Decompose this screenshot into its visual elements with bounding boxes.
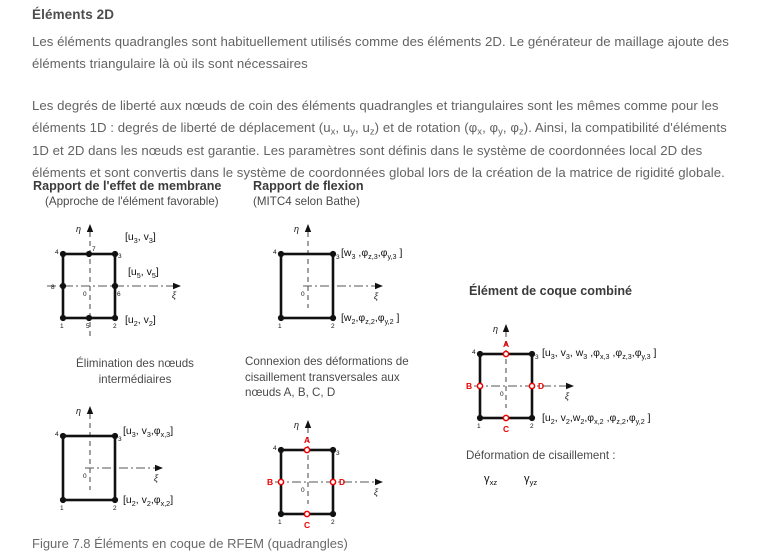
shear-node-label-d: D: [538, 381, 545, 391]
eta-axis-arrow-icon: [87, 406, 93, 414]
dof-label-node3: [$u_3$, $v_3$]: [125, 231, 156, 245]
node-label-4: 4: [472, 349, 476, 356]
dof-label-node2: [$w_2,\varphi_{z,2},\varphi_{y,2}$ ]: [341, 312, 400, 326]
dof-label-node2: [$u_2$, $v_2$]: [125, 314, 156, 328]
node-label-1: 1: [60, 323, 64, 330]
paragraph-dof-part6: , φ: [502, 120, 519, 136]
shear-node-d-marker: [529, 383, 534, 388]
diagram-shear-connection: [253, 412, 453, 542]
gamma-yz-label: $\gamma_{yz}$: [524, 472, 538, 487]
node-label-4: 4: [273, 249, 277, 256]
xi-axis-label: ξ: [374, 291, 379, 301]
panel-combined-heading: [469, 284, 632, 299]
shear-node-label-a: A: [304, 435, 311, 445]
xi-axis-label: ξ: [565, 391, 570, 401]
shear-deformation-label: Déformation de cisaillement :: [466, 449, 616, 462]
paragraph-dof-part4: ) et de rotation (φ: [374, 120, 478, 136]
sub-phiz: z: [518, 126, 524, 138]
shear-gamma-row: [466, 468, 616, 488]
node-label-4: 4: [55, 249, 59, 256]
node-label-6: 6: [117, 291, 121, 298]
paragraph-dof-part5: , φ: [482, 120, 499, 136]
shear-deformation-block: [466, 448, 616, 488]
node-2: [330, 511, 336, 517]
node-label-2: 2: [331, 323, 335, 330]
shear-node-label-b: B: [466, 381, 473, 391]
shear-node-label-d: D: [339, 477, 346, 487]
shear-node-label-a: A: [503, 339, 510, 349]
eta-axis-label: η: [76, 224, 81, 234]
shear-node-label-b: B: [267, 477, 274, 487]
dof-label-node5: [$u_5$, $v_5$]: [128, 266, 159, 280]
diagram-bending: [253, 216, 453, 351]
eta-axis-arrow-icon: [503, 324, 509, 332]
diagram-membrane: [33, 216, 223, 351]
node-4: [278, 251, 284, 257]
gamma-xz-label: $\gamma_{xz}$: [484, 472, 498, 487]
panel-bending-subtitle: (MITC4 selon Bathe): [253, 195, 360, 208]
node-8: [60, 283, 66, 289]
prose-block: [32, 0, 732, 185]
origin-label: 0: [83, 473, 87, 480]
dof-label-node2: [$u_2$, $v_2,\varphi_{x,2}$]: [123, 494, 174, 508]
node-2: [330, 315, 336, 321]
node-label-8: 8: [51, 284, 55, 291]
panel-elimination-caption-line1: Élimination des nœuds: [76, 357, 194, 370]
origin-label: 0: [83, 291, 87, 298]
node-label-3: 3: [336, 254, 340, 261]
shear-node-c-marker: [503, 415, 508, 420]
panel-bending-title: Rapport de flexion: [253, 179, 364, 193]
paragraph-intro: Les éléments quadrangles sont habituellement utilisés comme des éléments 2D. Le générateur de maillage ajoute des éléments triangulaire là où ils sont nécessaires: [32, 33, 729, 72]
shear-node-d-marker: [330, 479, 335, 484]
node-label-2: 2: [331, 519, 335, 526]
node-1: [60, 315, 66, 321]
panel-shear-caption-line2: cisaillement transversales aux: [245, 370, 400, 384]
node-2: [112, 315, 118, 321]
shear-node-b-marker: [278, 479, 283, 484]
paragraph-dof-part7: ). Ainsi, la compatibilité d'éléments 1D et 2D dans les nœuds est garantie. Les paramètres sont définis dans le système de coordonnées local 2D des éléments et sont convertis dans le système de coordonnées global lors de la création de la matrice de rigidité globale.: [32, 120, 727, 181]
paragraph-dof-part1: Les degrés de liberté aux nœuds de coin des éléments quadrangles et triangulaires sont les mêmes comme pour les éléments 1D : degrés de liberté de déplacement (u: [32, 97, 719, 136]
shear-node-a-marker: [304, 447, 309, 452]
shear-node-label-c: C: [503, 424, 510, 434]
paragraph-dof: [32, 95, 732, 185]
node-label-1: 1: [60, 505, 64, 512]
node-1: [477, 415, 483, 421]
node-4: [60, 251, 66, 257]
node-1: [278, 315, 284, 321]
node-5: [86, 315, 92, 321]
node-label-2: 2: [113, 323, 117, 330]
eta-axis-label: η: [76, 406, 81, 416]
origin-label: 0: [301, 487, 305, 494]
node-label-3: 3: [118, 436, 122, 443]
xi-axis-label: ξ: [374, 487, 379, 497]
node-label-3: 3: [336, 450, 340, 457]
node-label-1: 1: [477, 423, 481, 430]
node-2: [529, 415, 535, 421]
sub-uz: z: [369, 126, 375, 138]
diagram-elimination: [33, 398, 228, 533]
shear-node-a-marker: [503, 351, 508, 356]
xi-axis-arrow-icon: [566, 383, 574, 389]
node-label-4: 4: [55, 431, 59, 438]
sub-phix: x: [477, 126, 483, 138]
origin-label: 0: [500, 391, 504, 398]
paragraph-dof-part2: , u: [335, 120, 351, 136]
figure-caption: Figure 7.8 Éléments en coque de RFEM (quadrangles): [32, 536, 348, 551]
node-label-4: 4: [273, 445, 277, 452]
eta-axis-arrow-icon: [87, 224, 93, 232]
node-4: [477, 351, 483, 357]
paragraph-dof-part3: , u: [355, 120, 370, 136]
page-title: Éléments 2D: [32, 7, 115, 22]
sub-phiy: y: [498, 126, 503, 138]
panel-elimination-caption: [40, 356, 230, 387]
shear-node-label-c: C: [304, 520, 311, 530]
sub-uy: y: [350, 126, 356, 138]
panel-shear-caption-line3: nœuds A, B, C, D: [245, 386, 336, 399]
panel-shear-connection-caption: [245, 354, 460, 401]
panel-elimination-caption-line2: intermédiaires: [98, 372, 172, 386]
dof-label-node2: [$u_2$, $v_2,w_2,\varphi_{x,2}$ $,\varphi_{z,2},\varphi_{y,2}$ ]: [542, 412, 651, 426]
xi-axis-arrow-icon: [375, 283, 383, 289]
xi-axis-arrow-icon: [173, 283, 181, 289]
diagram-combined: [466, 316, 756, 451]
panel-combined-title: Élément de coque combiné: [469, 284, 633, 298]
xi-axis-label: ξ: [154, 473, 159, 483]
node-label-5: 5: [86, 323, 90, 330]
node-label-7: 7: [92, 246, 96, 253]
node-1: [60, 497, 66, 503]
shear-node-c-marker: [304, 511, 309, 516]
shear-node-b-marker: [477, 383, 482, 388]
xi-axis-label: ξ: [172, 290, 177, 300]
node-label-2: 2: [113, 505, 117, 512]
node-6: [112, 283, 118, 289]
panel-membrane-heading: [33, 179, 221, 209]
node-label-3: 3: [118, 253, 122, 260]
eta-axis-label: η: [493, 324, 498, 334]
node-4: [60, 433, 66, 439]
sub-ux: x: [330, 126, 336, 138]
node-label-1: 1: [278, 519, 282, 526]
figure-7-8: [0, 176, 760, 559]
origin-label: 0: [301, 291, 305, 298]
panel-bending-heading: [253, 179, 364, 209]
dof-label-node3: [$w_3$ $,\varphi_{z,3},\varphi_{y,3}$ ]: [341, 247, 403, 261]
eta-axis-label: η: [294, 420, 299, 430]
xi-axis-arrow-icon: [375, 479, 383, 485]
dof-label-node3: [$u_3$, $v_3$, $w_3$ $,\varphi_{x,3}$ $,\varphi_{z,3},\varphi_{y,3}$ ]: [542, 347, 657, 361]
panel-shear-caption-line1: Connexion des déformations de: [245, 355, 409, 368]
node-label-3: 3: [535, 354, 539, 361]
node-label-2: 2: [530, 423, 534, 430]
node-4: [278, 447, 284, 453]
node-label-1: 1: [278, 323, 282, 330]
panel-membrane-subtitle: (Approche de l'élément favorable): [45, 195, 219, 208]
panel-membrane-title: Rapport de l'effet de membrane: [33, 179, 222, 193]
eta-axis-arrow-icon: [305, 420, 311, 428]
node-1: [278, 511, 284, 517]
xi-axis-arrow-icon: [155, 465, 163, 471]
dof-label-node3: [$u_3$, $v_3,\varphi_{x,3}$]: [123, 425, 174, 439]
eta-axis-arrow-icon: [305, 224, 311, 232]
eta-axis-label: η: [294, 224, 299, 234]
node-2: [112, 497, 118, 503]
